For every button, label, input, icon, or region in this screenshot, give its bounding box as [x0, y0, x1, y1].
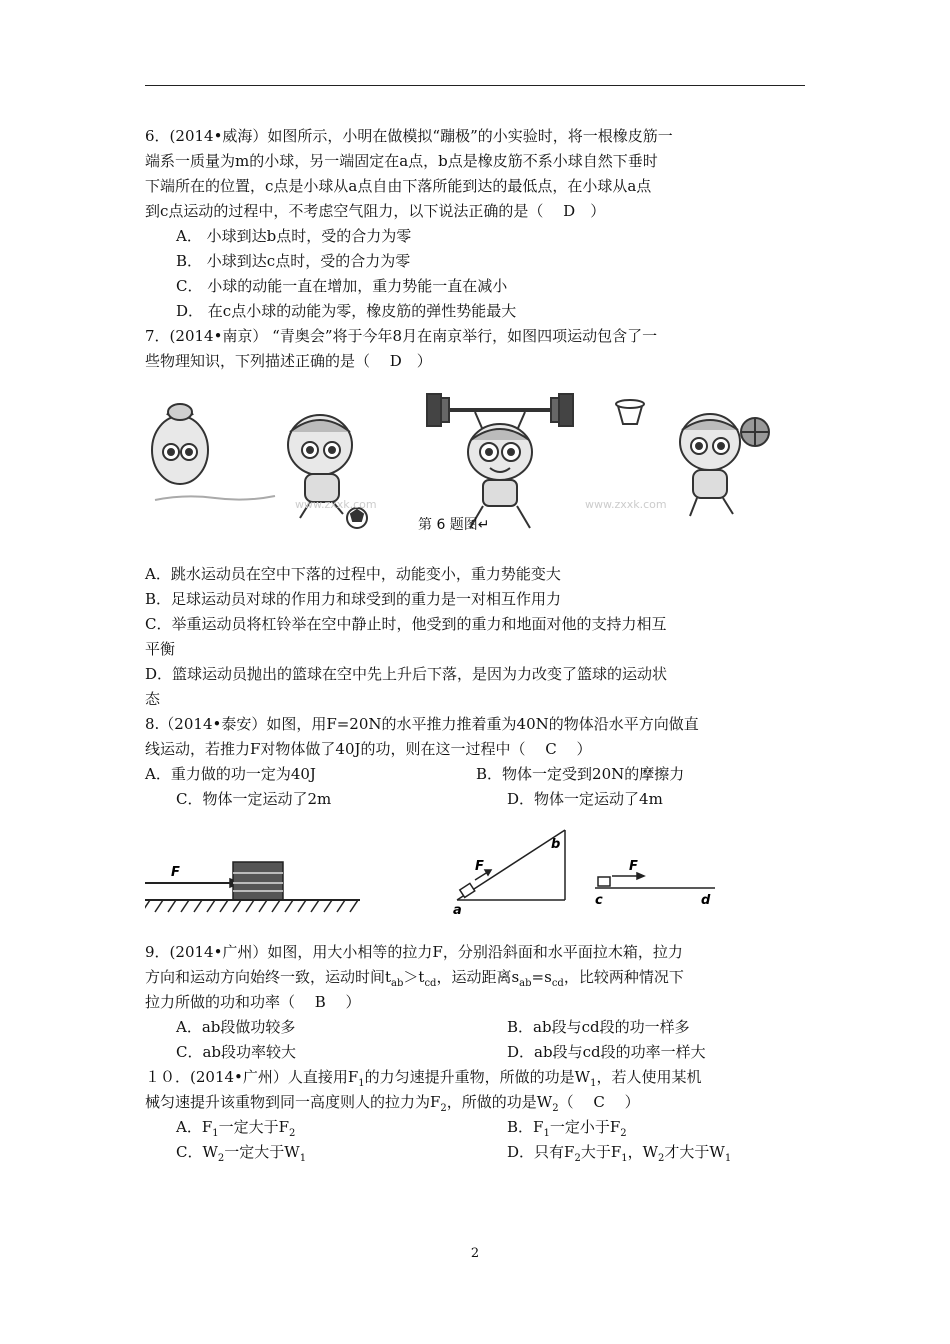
q10-sub: 1 — [212, 1128, 219, 1139]
q10-sub: 1 — [724, 1153, 732, 1164]
q9-text: ，比较两种情况下 — [563, 968, 684, 986]
q9-option-b: B．ab段与cd段的功一样多 — [507, 1018, 690, 1036]
q6-option-a: A． 小球到达b点时，受的合力为零 — [176, 227, 412, 245]
q10-text: 大于F — [580, 1143, 622, 1161]
q9-options-row — [145, 1015, 810, 1040]
q7-option-a: A．跳水运动员在空中下落的过程中，动能变小，重力势能变大 — [145, 565, 561, 583]
question-6 — [145, 124, 810, 324]
q7-line: 些物理知识，下列描述正确的是（ D ） — [145, 352, 432, 370]
q10-option-b — [507, 1115, 810, 1140]
point-label-b: b — [551, 837, 561, 852]
q8-options-row — [145, 787, 810, 812]
q8-option-b: B．物体一定受到20N的摩擦力 — [476, 765, 685, 783]
q10-option-a — [145, 1115, 507, 1140]
q10-text: ，若人使用某机 — [596, 1068, 702, 1086]
q9-sub: ab — [519, 978, 532, 989]
q10-sub: 1 — [621, 1153, 628, 1164]
q8-option-d: D．物体一定运动了4m — [507, 790, 663, 808]
ground-hatching — [145, 900, 358, 912]
q10-option-c — [145, 1140, 507, 1165]
q7-option-d-cont: 态 — [145, 690, 161, 708]
q10-sub: 2 — [574, 1153, 581, 1164]
q8-option-a: A．重力做的功一定为40J — [145, 765, 316, 783]
q9-line: 9．(2014•广州）如图，用大小相等的拉力F，分别沿斜面和水平面拉木箱，拉力 — [145, 943, 683, 961]
soccer-mascot — [288, 415, 367, 528]
q9-text: ＞t — [403, 968, 425, 986]
q7-option-d: D．篮球运动员抛出的篮球在空中先上升后下落，是因为力改变了篮球的运动状 — [145, 665, 668, 683]
q10-text: １０．(2014•广州）人直接用F — [145, 1068, 359, 1086]
q9-option-a: A．ab段做功较多 — [176, 1018, 296, 1036]
question-10 — [145, 1065, 810, 1165]
question-9 — [145, 940, 810, 1065]
q10-options-row — [145, 1140, 810, 1165]
q10-sub: 1 — [543, 1128, 550, 1139]
question-8 — [145, 712, 810, 928]
point-label-a: a — [453, 903, 462, 918]
force-diagram-svg — [145, 828, 810, 928]
q8-option-c: C．物体一定运动了2m — [176, 790, 332, 808]
q10-text: B．F — [507, 1118, 544, 1136]
q6-option-b: B． 小球到达c点时，受的合力为零 — [176, 252, 411, 270]
force-label-f3: F — [629, 859, 638, 874]
q10-text: 一定大于W — [224, 1143, 300, 1161]
q9-options-row — [145, 1040, 810, 1065]
force-diagrams — [145, 828, 810, 928]
q9-option-c: C．ab段功率较大 — [176, 1043, 297, 1061]
q9-option-d: D．ab段与cd段的功率一样大 — [507, 1043, 706, 1061]
watermark: www.zxxk.com — [295, 498, 377, 511]
q10-text: 的力匀速提升重物，所做的功是W — [364, 1068, 591, 1086]
question-7 — [145, 324, 810, 712]
page-number: 2 — [470, 1246, 480, 1261]
q10-text: 械匀速提升该重物到同一高度则人的拉力为F — [145, 1093, 441, 1111]
q9-sub: cd — [551, 978, 564, 989]
sports-figure — [145, 390, 810, 550]
q10-text: C．W — [176, 1143, 218, 1161]
q10-line — [145, 1090, 810, 1115]
q6-line: 到c点运动的过程中，不考虑空气阻力，以下说法正确的是（ D ） — [145, 202, 606, 220]
figure-caption: 第 6 题图↵ — [418, 517, 490, 533]
q6-line: 下端所在的位置，c点是小球从a点自由下落所能到达的最低点，在小球从a点 — [145, 177, 652, 195]
q10-sub: 1 — [299, 1153, 307, 1164]
q9-text: ，运动距离s — [436, 968, 520, 986]
q9-sub: ab — [391, 978, 404, 989]
q9-line: 拉力所做的功和功率（ B ） — [145, 993, 361, 1011]
q10-line — [145, 1065, 810, 1090]
diver-mascot — [152, 404, 275, 500]
q7-option-c: C．举重运动员将杠铃举在空中静止时，他受到的重力和地面对他的支持力相互 — [145, 615, 667, 633]
q6-option-d: D． 在c点小球的动能为零，橡皮筋的弹性势能最大 — [176, 302, 517, 320]
q6-line: 端系一质量为m的小球，另一端固定在a点，b点是橡皮筋不系小球自然下垂时 — [145, 152, 658, 170]
q8-line: 线运动，若推力F对物体做了40J的功，则在这一过程中（ C ） — [145, 740, 592, 758]
q6-option-c: C． 小球的动能一直在增加，重力势能一直在减小 — [176, 277, 508, 295]
page-content — [145, 124, 810, 1165]
q9-text: =s — [531, 968, 552, 986]
horizontal-pull-diagram — [595, 873, 715, 888]
weightlifter-mascot — [427, 394, 573, 528]
q10-options-row — [145, 1115, 810, 1140]
q10-text: 一定小于F — [549, 1118, 621, 1136]
q10-text: ，所做的功是W — [446, 1093, 553, 1111]
point-label-c: c — [595, 893, 603, 908]
q7-line: 7．(2014•南京） “青奥会”将于今年8月在南京举行，如图四项运动包含了一 — [145, 327, 658, 345]
q10-sub: 2 — [217, 1153, 225, 1164]
q10-text: D．只有F — [507, 1143, 575, 1161]
force-label-f2: F — [475, 859, 484, 874]
point-label-d: d — [701, 893, 711, 908]
q10-text: A．F — [176, 1118, 213, 1136]
q10-text: 才大于W — [664, 1143, 725, 1161]
watermark: www.zxxk.com — [585, 498, 667, 511]
q10-text: （ C ） — [558, 1093, 640, 1111]
q7-option-c-cont: 平衡 — [145, 640, 176, 658]
q10-text: 一定大于F — [218, 1118, 290, 1136]
q10-sub: 1 — [590, 1078, 597, 1089]
q10-text: ，W — [627, 1143, 659, 1161]
q10-sub: 1 — [358, 1078, 365, 1089]
q8-options-row — [145, 762, 810, 787]
q7-option-b: B．足球运动员对球的作用力和球受到的重力是一对相互作用力 — [145, 590, 562, 608]
q6-line: 6．(2014•威海）如图所示，小明在做模拟“蹦极”的小实验时，将一根橡皮筋一 — [145, 127, 673, 145]
q10-sub: 2 — [289, 1128, 296, 1139]
q10-sub: 2 — [552, 1103, 559, 1114]
incline-diagram — [457, 830, 565, 900]
q9-text: 方向和运动方向始终一致，运动时间t — [145, 968, 392, 986]
q8-line: 8.（2014•泰安）如图，用F=20N的水平推力推着重为40N的物体沿水平方向做直 — [145, 715, 699, 733]
force-label-f1: F — [171, 865, 180, 880]
q10-option-d — [507, 1140, 810, 1165]
q9-line — [145, 965, 810, 990]
q10-sub: 2 — [440, 1103, 447, 1114]
header-rule — [145, 85, 805, 86]
q10-sub: 2 — [620, 1128, 627, 1139]
q10-sub: 2 — [658, 1153, 665, 1164]
q9-sub: cd — [424, 978, 437, 989]
